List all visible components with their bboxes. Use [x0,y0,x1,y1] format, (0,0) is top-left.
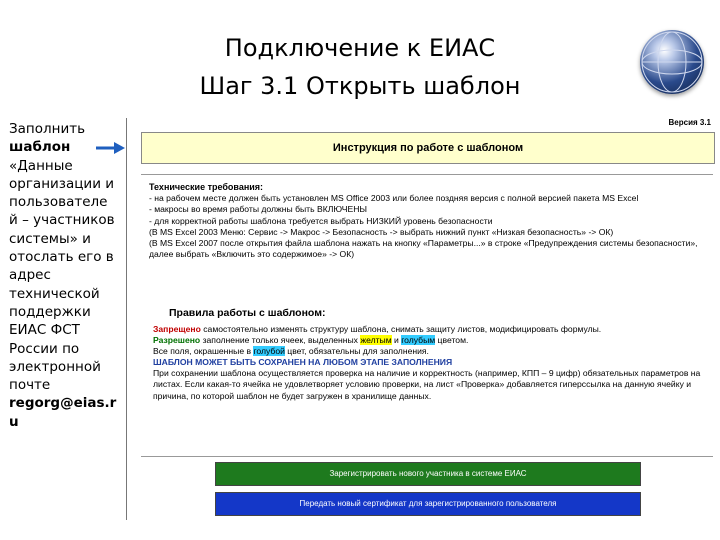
tech-requirements-title: Технические требования: [149,182,264,192]
cyan-highlight: голубым [401,335,436,346]
instruction-text-part: «Данные организации и пользователе й – участников системы» и отослать его в адрес технической поддержки ЕИАС ФСТ России по электронной почте [9,157,115,394]
rule-forbidden-label: Запрещено [153,324,201,334]
rule-required-text: Все поля, окрашенные в [153,346,254,357]
rule-required [153,346,713,357]
rule-allowed-text: заполнение только ячеек, выделенных [200,335,361,346]
arrow-right-icon [96,140,126,156]
rules-list [153,324,713,402]
rules-title: Правила работы с шаблоном: [169,307,326,319]
excel-template-sheet [137,118,715,526]
rule-forbidden-text: самостоятельно изменять структуру шаблона, снимать защиту листов, модифицировать формулы. [200,324,602,334]
instruction-text [9,120,117,431]
rule-forbidden [153,324,713,335]
tech-req-line: (В MS Excel 2003 Меню: Сервис -> Макрос -> Безопасность -> выбрать нижний пункт «Низкая безопасность» -> ОК) [149,226,614,237]
version-label: Версия 3.1 [668,118,711,127]
yellow-highlight: желтым [360,335,392,346]
rule-check: При сохранении шаблона осуществляется проверка на наличие и корректность (например, КПП – 9 цифр) обязательных параметров на листах. Если какая-то ячейка не удовлетворяет условию проверки, на лист «Проверка» добавляется гиперссылка на данную ячейку и причина, по которой шаблон не будет загружен в хранилище данных. [153,368,701,401]
template-word: шаблон [9,139,71,156]
rule-allowed-label: Разрешено [153,335,201,346]
divider [141,174,713,175]
globe-logo-icon [640,30,704,94]
rule-allowed-text: цветом. [435,335,469,346]
tech-req-line: - для корректной работы шаблона требуется выбрать НИЗКИЙ уровень безопасности [149,215,493,226]
divider [126,118,127,520]
transfer-certificate-button[interactable]: Передать новый сертификат для зарегистрированного пользователя [215,492,641,516]
support-email: regorg@eias.r u [9,395,117,430]
cyan-highlight: голубой [253,346,285,357]
rule-required-text: цвет, обязательны для заполнения. [284,346,429,357]
register-participant-button[interactable]: Зарегистрировать нового участника в системе ЕИАС [215,462,641,486]
rule-saved: ШАБЛОН МОЖЕТ БЫТЬ СОХРАНЕН НА ЛЮБОМ ЭТАПЕ ЗАПОЛНЕНИЯ [153,357,453,368]
slide-title: Подключение к ЕИАС [224,34,496,62]
instruction-header: Инструкция по работе с шаблоном [141,132,715,164]
divider [141,456,713,457]
tech-req-line: - на рабочем месте должен быть установлен MS Office 2003 или более поздняя версия с полной версией пакета MS Excel [149,193,639,204]
tech-req-line: (В MS Excel 2007 после открытия файла шаблона нажать на кнопку «Параметры...» в строке «Предупреждения системы безопасности», далее выбрать «Включить это содержимое» -> ОК) [149,238,698,260]
rule-allowed [153,335,713,346]
slide-subtitle: Шаг 3.1 Открыть шаблон [199,72,521,100]
instruction-text-part: Заполнить [9,121,86,137]
tech-requirements [149,182,715,260]
tech-req-line: - макросы во время работы должны быть ВКЛЮЧЕНЫ [149,204,368,215]
rule-allowed-text: и [391,335,402,346]
